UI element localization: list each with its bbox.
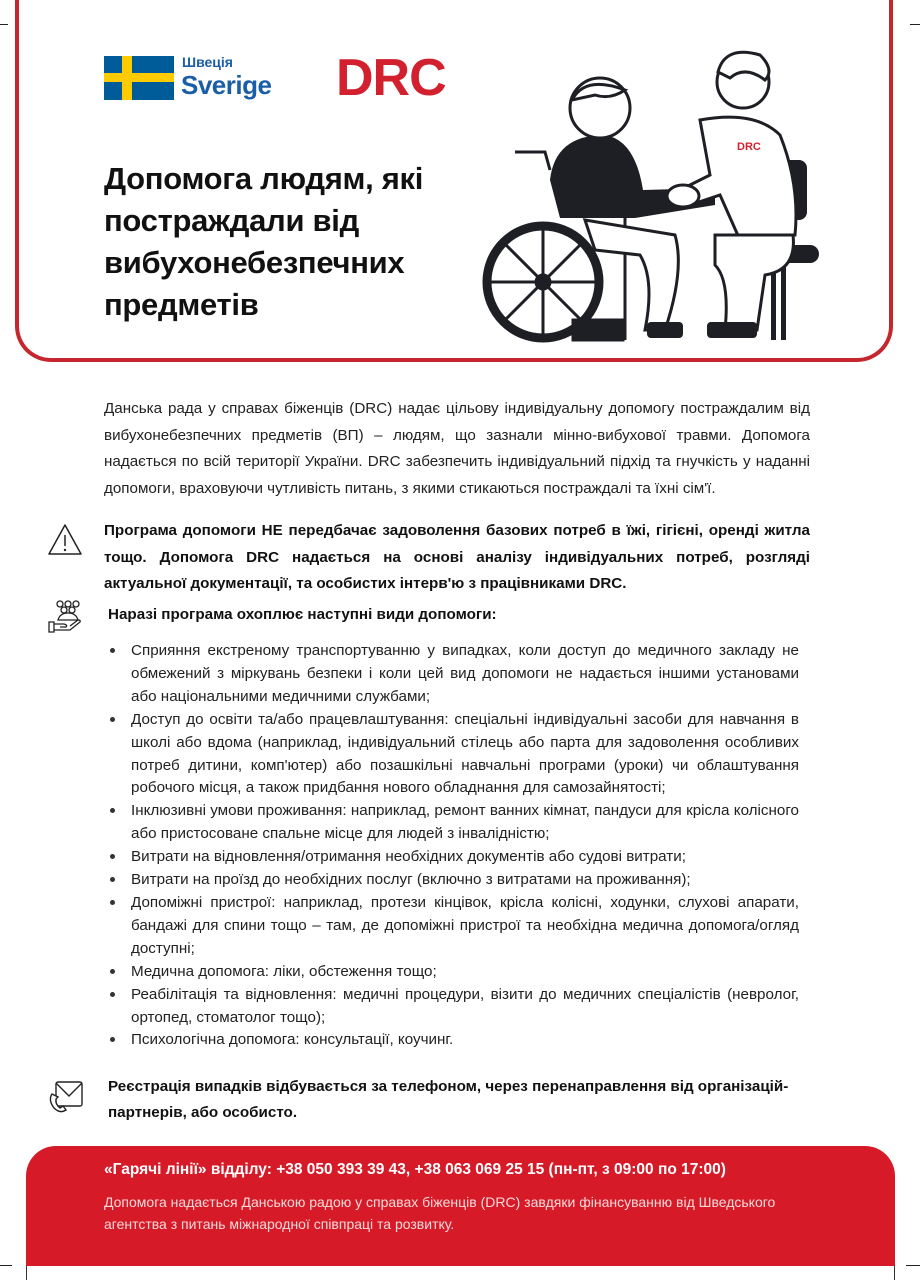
crop-mark	[906, 1265, 920, 1266]
list-item: Витрати на відновлення/отримання необхідних документів або судові витрати;	[131, 846, 799, 869]
footer-trim	[26, 1266, 895, 1280]
hotline-text: «Гарячі лінії» відділу: +38 050 393 39 43, +38 063 069 25 15 (пн-пт, з 09:00 по 17:00)	[104, 1161, 726, 1178]
sweden-logo	[104, 56, 284, 104]
footer-banner	[26, 1146, 895, 1266]
crop-mark	[0, 24, 8, 25]
page-title: Допомога людям, які постраждали від вибухонебезпечних предметів	[104, 161, 424, 322]
programs-heading: Наразі програма охоплює наступні види допомоги:	[108, 606, 497, 623]
intro-paragraph: Данська рада у справах біженців (DRC) надає цільову індивідуальну допомогу постраждалим від вибухонебезпечних предметів (ВП) – людям, що зазнали мінно-вибухової травми. Допомога надається по всій території України. DRC забезпечить індивідуальний підхід та гнучкість у наданні допомоги, враховуючи чутливість питань, з якими стикаються постраждалі та їхні сім'ї.	[104, 400, 810, 497]
drc-logo: DRC	[336, 49, 446, 107]
handshake-icon	[667, 185, 699, 207]
assistance-list	[131, 640, 799, 1052]
seated-person-figure	[550, 78, 715, 338]
list-item: Витрати на проїзд до необхідних послуг (включно з витратами на проживання);	[131, 869, 799, 892]
shirt-logo-text: DRC	[737, 141, 761, 153]
list-item: Реабілітація та відновлення: медичні процедури, візити до медичних спеціалістів (невролог, ортопед, стоматолог тощо);	[131, 984, 799, 1030]
envelope-phone-icon	[46, 1078, 86, 1116]
list-item: Сприяння екстреному транспортуванню у випадках, коли доступ до медичного закладу не обмежений з міркувань безпеки і коли цей вид допомоги не надається іншими установами або національними медичними службами;	[131, 640, 799, 709]
list-item: Доступ до освіти та/або працевлаштування: спеціальні індивідуальні засоби для навчання в школі або вдома (наприклад, індивідуальний стілець або парта для задоволення особливих потреб дитини, комп'ютер) або позашкільні навчальні програми (уроки) чи облаштування робочого місця, а також придбання нового обладнання для самозайнятості;	[131, 709, 799, 801]
list-item: Інклюзивні умови проживання: наприклад, ремонт ванних кімнат, пандуси для крісла колісного або пристосоване спальне місце для людей з інвалідністю;	[131, 800, 799, 846]
handshake-illustration	[475, 40, 825, 345]
sweden-label-sv: Sverige	[181, 70, 272, 100]
sweden-label-ua: Швеція	[182, 54, 233, 70]
list-item: Психологічна допомога: консультації, коучинг.	[131, 1029, 799, 1052]
swedish-flag-icon	[104, 56, 174, 100]
list-item: Медична допомога: ліки, обстеження тощо;	[131, 961, 799, 984]
registration-notice: Реєстрація випадків відбувається за телефоном, через перенаправлення від організацій-партнерів, або особисто.	[108, 1078, 789, 1121]
community-support-icon	[46, 598, 86, 636]
list-item: Допоміжні пристрої: наприклад, протези кінцівок, крісла колісні, ходунки, слухові апарати, бандажі для спини тощо – там, де допоміжні пристрої та необхідна медична допомога/огляд доступні;	[131, 892, 799, 961]
warning-notice: Програма допомоги НЕ передбачає задоволення базових потреб в їжі, гігієні, оренді житла тощо. Допомога DRC надається на основі аналізу індивідуальних потреб, розгляді актуальної документації, та особистих інтерв'ю з працівниками DRC.	[104, 522, 810, 592]
funding-text: Допомога надається Данською радою у справах біженців (DRC) завдяки фінансуванню від Шведського агентства з питань міжнародної співпраці та розвитку.	[104, 1194, 776, 1232]
crop-mark	[0, 1265, 12, 1266]
warning-icon	[46, 522, 84, 558]
crop-mark	[910, 24, 920, 25]
